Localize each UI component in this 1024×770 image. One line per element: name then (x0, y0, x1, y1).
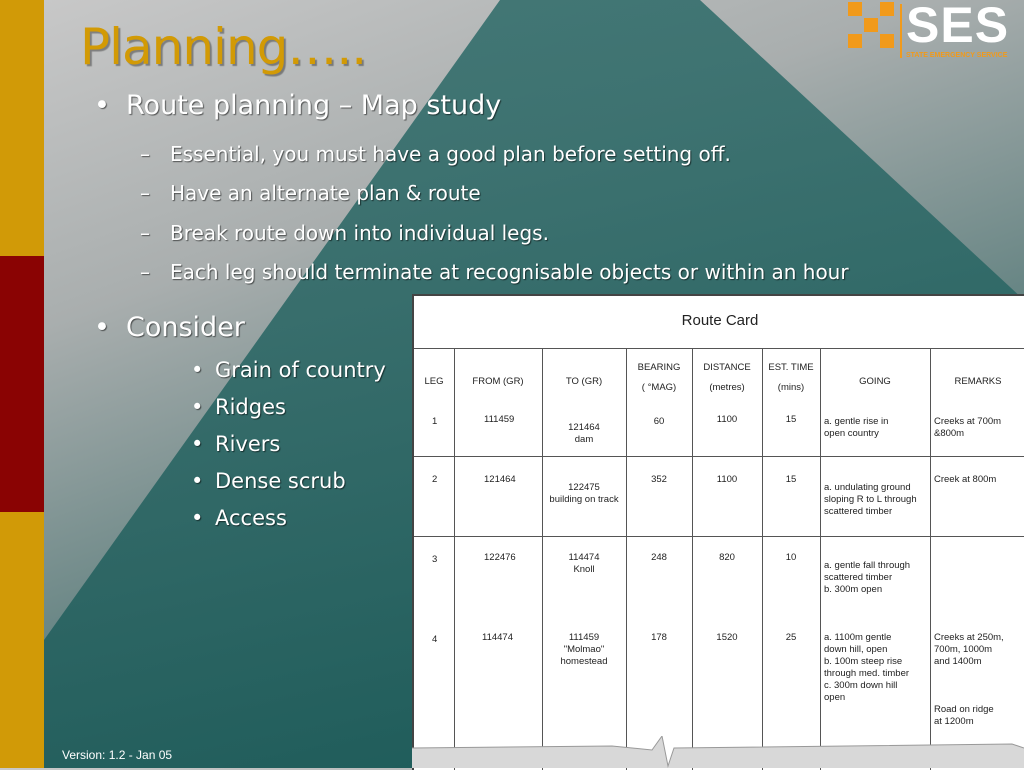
ses-logo (848, 2, 1020, 64)
row1-from: 111459 (484, 414, 515, 425)
version-footer: Version: 1.2 - Jan 05 (62, 748, 173, 762)
row4-from: 114474 (482, 632, 513, 643)
header-time: EST. TIME (mins) (768, 362, 814, 393)
row2-time: 15 (785, 474, 797, 485)
header-from: FROM (GR) (472, 376, 524, 387)
row1-going: a. gentle rise in open country (824, 416, 889, 439)
row4-distance: 1520 (716, 632, 738, 643)
logo-tagline: STATE EMERGENCY SERVICE (906, 52, 1008, 59)
header-remarks: REMARKS (954, 376, 1002, 387)
row2-remarks: Creek at 800m (934, 474, 997, 485)
row3-distance: 820 (719, 552, 735, 563)
side-stripe-gold-top (0, 0, 44, 256)
row3-time: 10 (785, 552, 797, 563)
header-leg: LEG (424, 376, 444, 387)
row3-bearing: 248 (651, 552, 667, 563)
consider-item: • Rivers (191, 432, 281, 456)
logo-brand: SES (906, 0, 1010, 53)
consider-item: • Ridges (191, 395, 286, 419)
row2-to: 122475 building on track (549, 482, 619, 505)
sub-bullet: – Each leg should terminate at recognisable objects or within an hour (140, 260, 849, 284)
row4-remarks: Creeks at 250m, 700m, 1000m and 1400m Road on ridge at 1200m (934, 632, 1004, 727)
row1-time: 15 (785, 414, 797, 425)
side-stripe-gold-bottom (0, 512, 44, 768)
row2-distance: 1100 (716, 474, 738, 485)
row4-going: a. 1100m gentle down hill, open b. 100m steep rise through med. timber c. 300m down hill open (824, 632, 910, 703)
slide-title: Planning….. (80, 18, 367, 76)
bullet-consider: • Consider (94, 312, 245, 343)
row1-to: 121464 dam (568, 422, 600, 445)
row3-going: a. gentle fall through scattered timber b. 300m open (824, 560, 911, 595)
row1-bearing: 60 (653, 416, 665, 427)
row4-leg: 4 (432, 634, 438, 645)
consider-item: • Access (191, 506, 287, 530)
route-card-image (412, 294, 1024, 770)
header-bearing: BEARING ( °MAG) (637, 362, 681, 393)
row2-going: a. undulating ground sloping R to L through scattered timber (824, 482, 917, 517)
sub-bullet: – Break route down into individual legs. (140, 221, 549, 245)
row2-leg: 2 (432, 474, 438, 485)
row3-to: 114474 Knoll (568, 552, 600, 575)
row4-time: 25 (785, 632, 797, 643)
consider-item: • Dense scrub (191, 469, 346, 493)
row2-from: 121464 (484, 474, 516, 485)
row4-to: 111459 "Molmao" homestead (560, 632, 608, 667)
bullet-route-planning: • Route planning – Map study (94, 90, 502, 121)
route-card-title: Route Card (681, 312, 759, 329)
row1-distance: 1100 (716, 414, 738, 425)
side-stripe-maroon (0, 256, 44, 512)
sub-bullet: – Essential, you must have a good plan before setting off. (140, 142, 731, 166)
row2-bearing: 352 (651, 474, 667, 485)
torn-edge (412, 736, 1024, 768)
header-to: TO (GR) (565, 376, 603, 387)
logo-cross-icon (848, 2, 894, 48)
sub-bullet: – Have an alternate plan & route (140, 181, 481, 205)
consider-item: • Grain of country (191, 358, 386, 382)
row4-bearing: 178 (651, 632, 667, 643)
row3-leg: 3 (432, 554, 438, 565)
header-going: GOING (859, 376, 891, 387)
row1-remarks: Creeks at 700m &800m (934, 416, 1002, 439)
row1-leg: 1 (432, 416, 438, 427)
header-distance: DISTANCE (metres) (703, 362, 751, 393)
row3-from: 122476 (484, 552, 516, 563)
